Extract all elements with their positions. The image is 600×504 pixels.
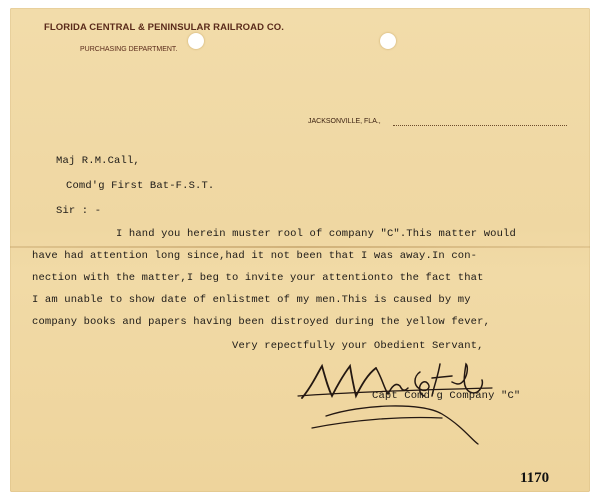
closing: Very repectfully your Obedient Servant, <box>232 340 484 352</box>
date-line <box>393 125 567 126</box>
page-number: 1170 <box>520 470 550 486</box>
body-line: company books and papers having been distroyed during the yellow fever, <box>32 316 491 328</box>
letterhead-company: FLORIDA CENTRAL & PENINSULAR RAILROAD CO. <box>44 22 285 33</box>
letterhead-place: JACKSONVILLE, FLA., <box>308 118 381 125</box>
punch-hole <box>380 33 396 49</box>
letterhead-department: PURCHASING DEPARTMENT. <box>80 46 178 53</box>
signature <box>292 356 512 448</box>
body-line: have had attention long since,had it not been that I was away.In con- <box>32 250 478 262</box>
recipient-name: Maj R.M.Call, <box>56 155 140 167</box>
salutation: Sir : - <box>56 205 102 217</box>
recipient-title: Comd'g First Bat-F.S.T. <box>66 180 215 192</box>
body-line: I am unable to show date of enlistmet of my men.This is caused by my <box>32 294 471 306</box>
letter-sheet <box>10 8 590 492</box>
body-line: nection with the matter,I beg to invite your attentionto the fact that <box>32 272 484 284</box>
punch-hole <box>188 33 204 49</box>
fold-crease <box>10 246 590 248</box>
body-line: I hand you herein muster rool of company "C".This matter would <box>116 228 516 240</box>
sender-title: Capt Comd'g Company "C" <box>372 390 521 402</box>
